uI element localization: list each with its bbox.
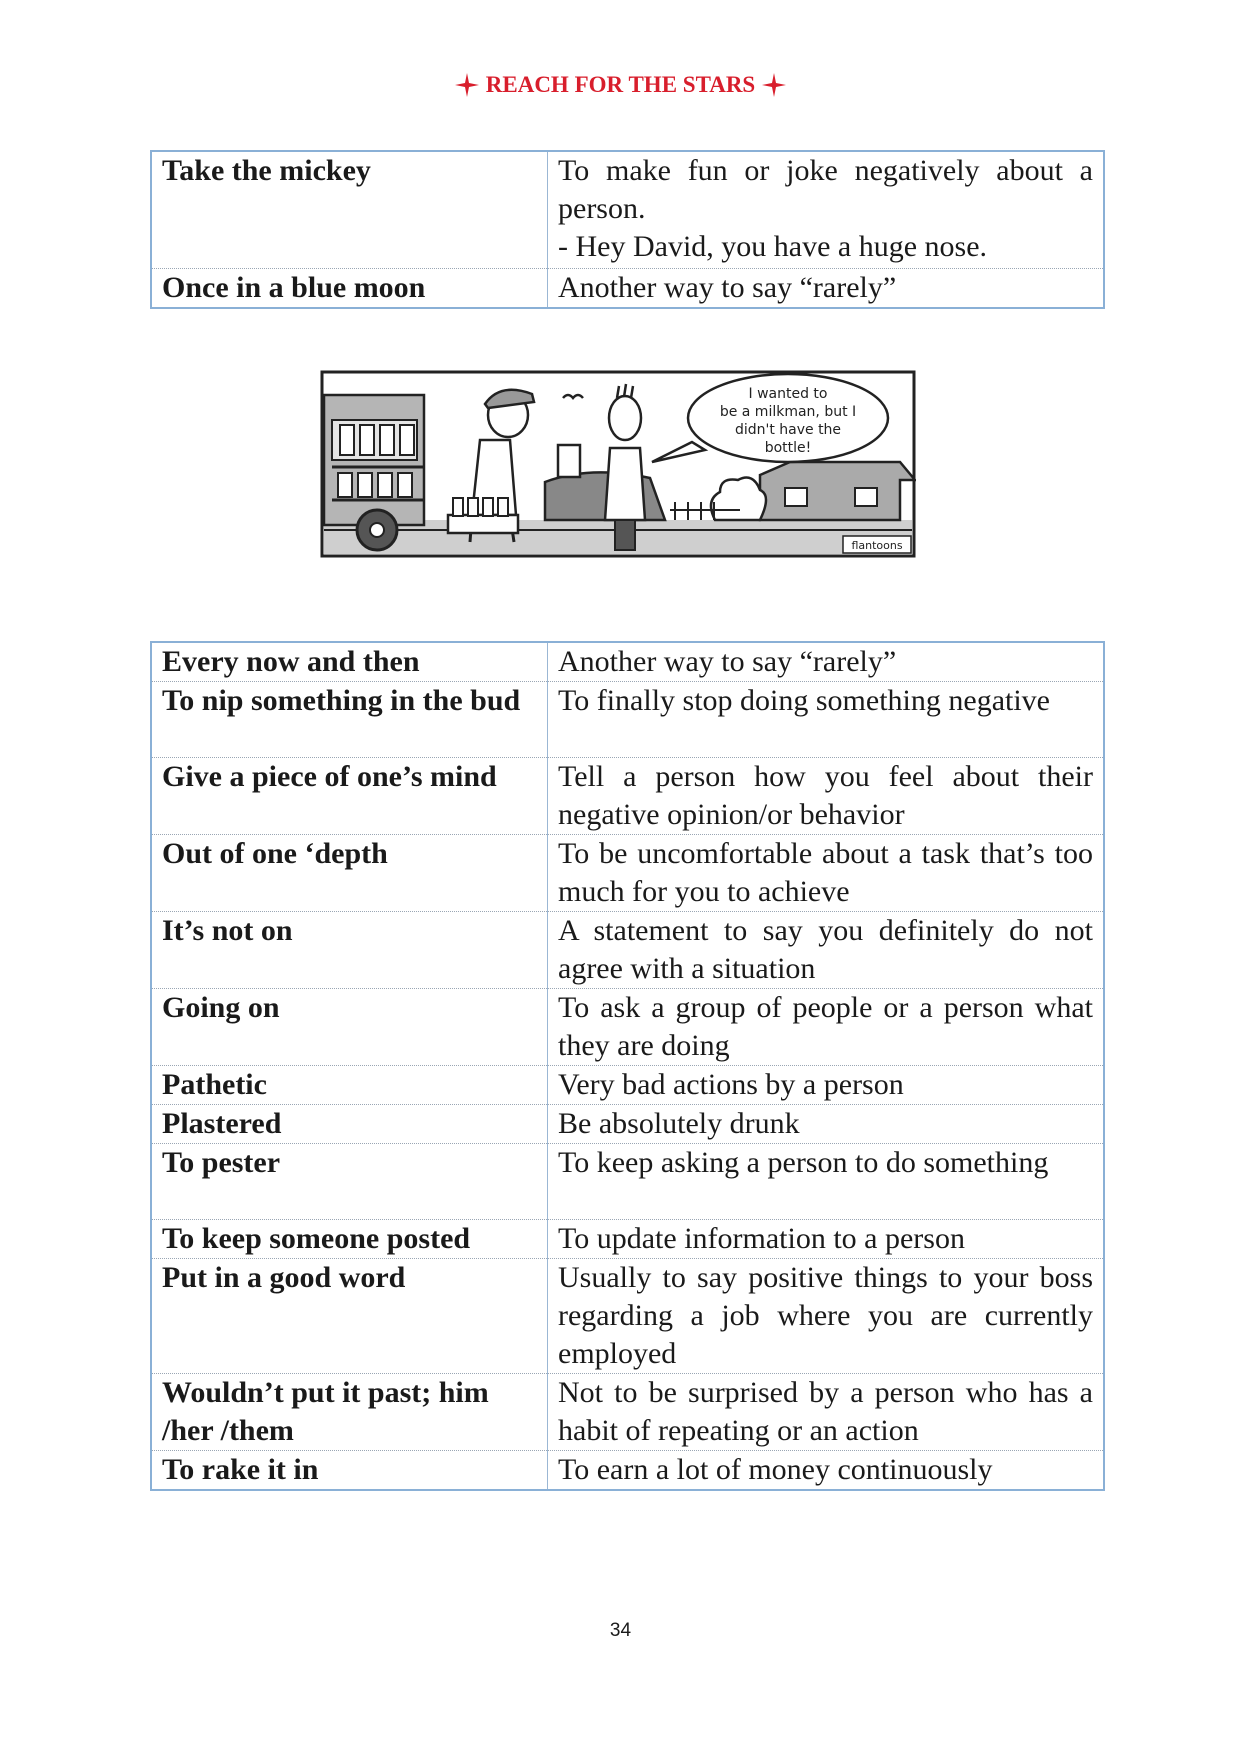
four-point-star-icon xyxy=(761,72,787,98)
table-row xyxy=(151,1374,1104,1451)
idiom-term: Plastered xyxy=(151,1105,548,1144)
idioms-table-1 xyxy=(150,150,1105,309)
speech-line: didn't have the xyxy=(734,422,842,438)
idiom-definition: To ask a group of people or a person what they are doing xyxy=(548,989,1105,1066)
idiom-term: Give a piece of one’s mind xyxy=(151,758,548,835)
table-row xyxy=(151,682,1104,758)
four-point-star-icon xyxy=(454,72,480,98)
idiom-definition: To earn a lot of money continuously xyxy=(558,1453,993,1486)
page-number: 34 xyxy=(609,1620,632,1641)
idiom-term: To rake it in xyxy=(151,1451,548,1491)
idiom-definition: Another way to say “rarely” xyxy=(548,642,1105,682)
table-row xyxy=(151,1105,1104,1144)
idiom-term: Wouldn’t put it past; him /her /them xyxy=(151,1374,548,1451)
idioms-table-2 xyxy=(150,641,1105,1491)
table-row xyxy=(151,758,1104,835)
idiom-term: To pester xyxy=(151,1144,548,1220)
speech-line: be a milkman, but I xyxy=(719,404,857,420)
idiom-term: To keep someone posted xyxy=(151,1220,548,1259)
table-row xyxy=(151,268,1104,308)
speech-line: I wanted to xyxy=(748,386,828,402)
idiom-definition: Tell a person how you feel about their negative opinion/or behavior xyxy=(548,758,1105,835)
table-row xyxy=(151,989,1104,1066)
table-row xyxy=(151,835,1104,912)
idiom-term: Every now and then xyxy=(151,642,548,682)
idiom-definition: To keep asking a person to do something xyxy=(548,1144,1105,1220)
idiom-definition: To be uncomfortable about a task that’s too much for you to achieve xyxy=(548,835,1105,912)
definition-example: - Hey David, you have a huge nose. xyxy=(558,230,988,263)
table-row xyxy=(151,1220,1104,1259)
idiom-term: Out of one ‘depth xyxy=(151,835,548,912)
idiom-term: Once in a blue moon xyxy=(151,268,548,308)
table-row xyxy=(151,1451,1104,1491)
idiom-definition: Be absolutely drunk xyxy=(548,1105,1105,1144)
idiom-definition: Usually to say positive things to your boss regarding a job where you are currently employed xyxy=(548,1259,1105,1374)
idiom-definition: To finally stop doing something negative xyxy=(548,682,1105,758)
idiom-term: Take the mickey xyxy=(151,151,548,268)
idiom-term: It’s not on xyxy=(151,912,548,989)
table-row xyxy=(151,1066,1104,1105)
idiom-term: Put in a good word xyxy=(151,1259,548,1374)
idiom-definition: A statement to say you definitely do not agree with a situation xyxy=(548,912,1105,989)
idiom-term: To nip something in the bud xyxy=(151,682,548,758)
idiom-definition: To update information to a person xyxy=(548,1220,1105,1259)
definition-text: To make fun or joke negatively about a person. xyxy=(558,154,1093,225)
idiom-definition: Another way to say “rarely” xyxy=(558,270,897,304)
idiom-term: Going on xyxy=(151,989,548,1066)
milkman-cartoon xyxy=(320,370,916,558)
page-header xyxy=(0,72,1241,98)
idiom-definition: Very bad actions by a person xyxy=(548,1066,1105,1105)
speech-line: bottle! xyxy=(764,440,812,456)
idiom-term: Pathetic xyxy=(151,1066,548,1105)
table-row xyxy=(151,151,1104,268)
table-row xyxy=(151,1144,1104,1220)
idiom-definition xyxy=(548,151,1105,268)
table-row xyxy=(151,912,1104,989)
cartoon-signature: flantoons xyxy=(851,539,903,552)
idiom-definition: Not to be surprised by a person who has a habit of repeating or an action xyxy=(548,1374,1105,1451)
table-row xyxy=(151,1259,1104,1374)
header-title: REACH FOR THE STARS xyxy=(485,72,756,97)
table-row xyxy=(151,642,1104,682)
